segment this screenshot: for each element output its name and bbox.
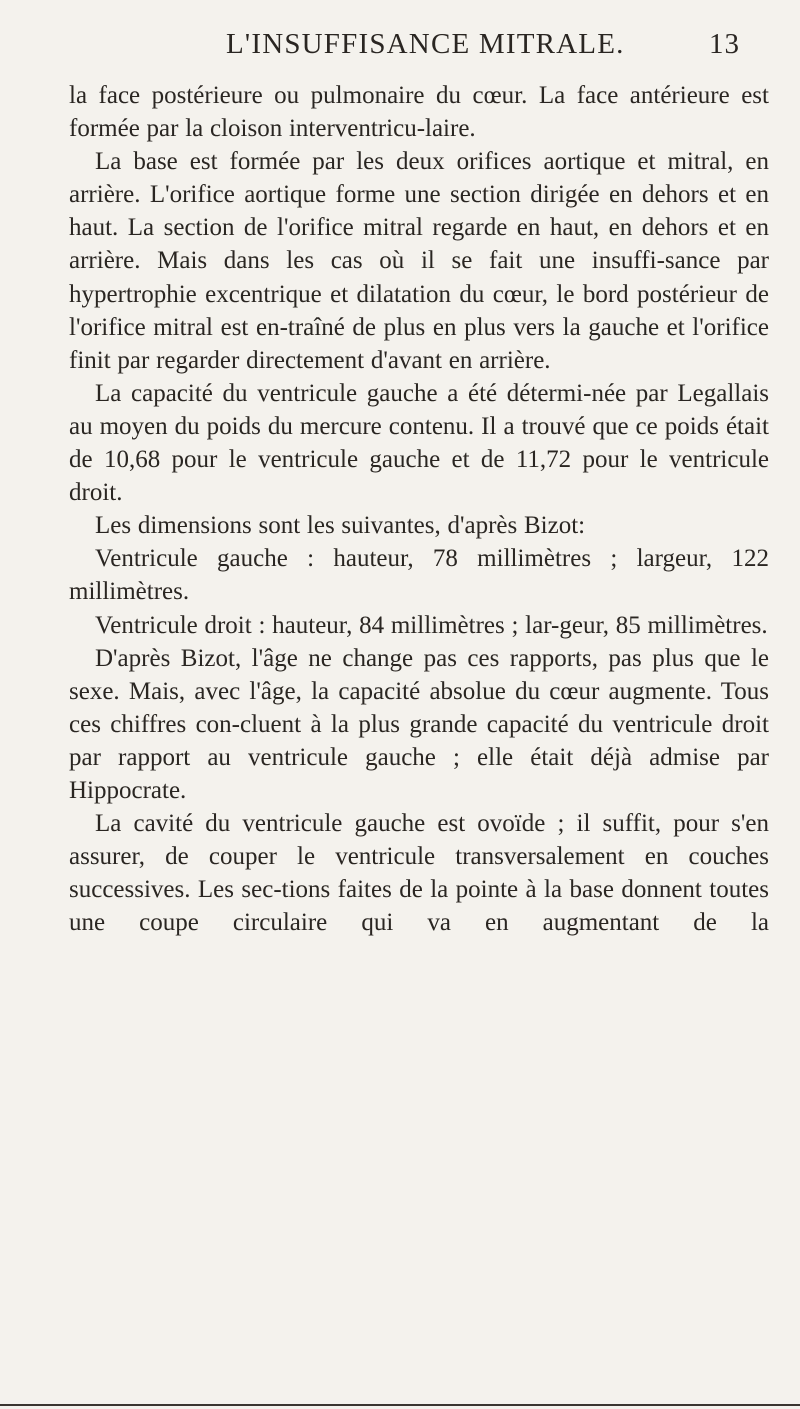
- paragraph: La cavité du ventricule gauche est ovoïde ; il suffit, pour s'en assurer, de couper le ventricule transversalement en couches successives. Les sec-tions faites de la pointe à la base donnent toutes une coupe circulaire qui va en augmentant de la: [69, 810, 769, 937]
- paragraph: Ventricule gauche : hauteur, 78 millimètres ; largeur, 122 millimètres.: [69, 545, 769, 606]
- paragraph: La base est formée par les deux orifices aortique et mitral, en arrière. L'orifice aortique forme une section dirigée en dehors et en haut. La section de l'orifice mitral regarde en haut, en dehors et en arrière. Mais dans les cas où il se fait une insuffi-sance par hypertrophie excentrique et dilatation du cœur, le bord postérieur de l'orifice mitral est en-traîné de plus en plus vers la gauche et l'orifice finit par regarder directement d'avant en arrière.: [69, 148, 769, 374]
- paragraph: Les dimensions sont les suivantes, d'après Bizot:: [95, 512, 586, 540]
- paragraph: D'après Bizot, l'âge ne change pas ces rapports, pas plus que le sexe. Mais, avec l'âge, la capacité absolue du cœur augmente. Tous ces chiffres con-cluent à la plus grande capacité du ventricule droit par rapport au ventricule gauche ; elle était déjà admise par Hippocrate.: [69, 644, 769, 804]
- body-text: [69, 79, 769, 939]
- paragraph: la face postérieure ou pulmonaire du cœur. La face antérieure est formée par la cloison interventricu-laire.: [69, 82, 769, 143]
- page-number: 13: [709, 28, 740, 60]
- page-header: [0, 28, 800, 64]
- paragraph: La capacité du ventricule gauche a été détermi-née par Legallais au moyen du poids du mercure contenu. Il a trouvé que ce poids était de 10,68 pour le ventricule gauche et de 11,72 pour le ventricule droit.: [69, 379, 769, 507]
- bottom-edge-line: [0, 1404, 800, 1406]
- running-title: L'INSUFFISANCE MITRALE.: [226, 28, 625, 60]
- paragraph: Ventricule droit : hauteur, 84 millimètres ; lar-geur, 85 millimètres.: [95, 611, 768, 639]
